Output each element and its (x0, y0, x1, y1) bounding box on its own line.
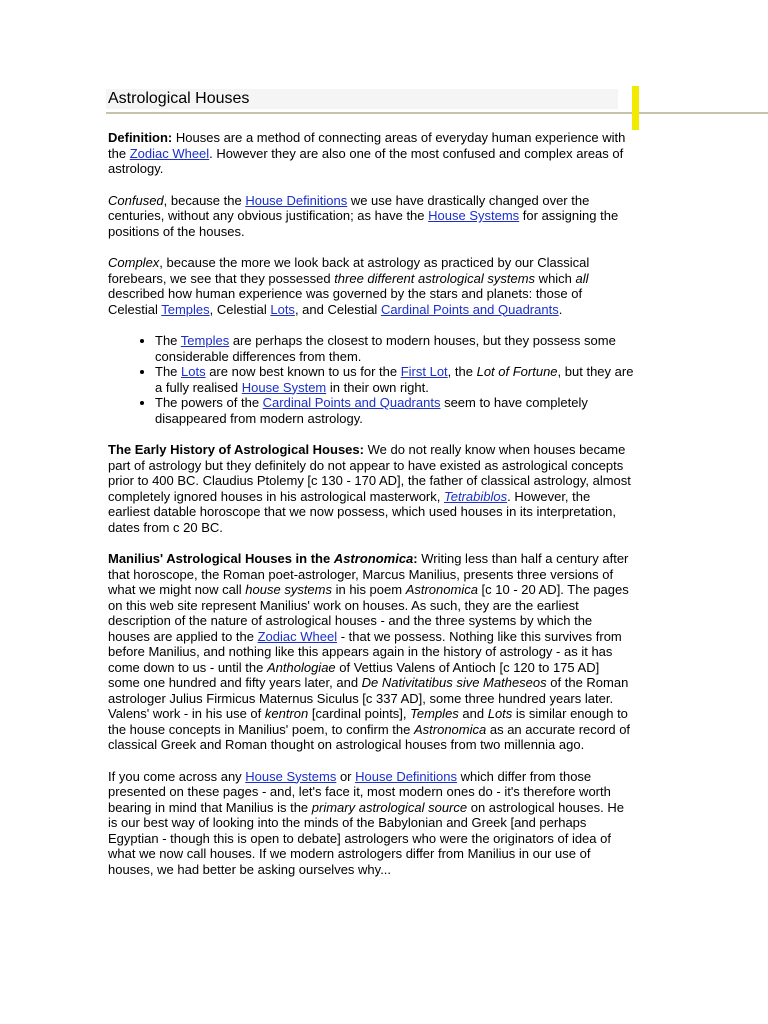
house-systems-link[interactable]: House Systems (245, 768, 337, 784)
text: are perhaps the closest to modern houses, but they possess some considerable differences from them. (155, 333, 616, 364)
house-system-link[interactable]: House System (241, 379, 327, 395)
systems-list (108, 333, 634, 426)
zodiac-wheel-link[interactable]: Zodiac Wheel (129, 145, 210, 161)
text: [c 10 - 20 AD]. The pages on this web site represent Manilius' work on houses. As such, they are the earliest description of the nature of astrological houses - and the three systems by which the houses are applied to the (108, 582, 629, 644)
text: The (155, 364, 182, 379)
text: is similar enough to the house concepts in Manilius' poem, to confirm the (108, 706, 628, 737)
text: . However they are also one of the most confused and complex areas of astrology. (108, 145, 624, 176)
emphasis: Lots (487, 706, 513, 721)
emphasis: primary astrological source (311, 799, 468, 815)
tetrabiblos-link[interactable]: Tetrabiblos (444, 488, 508, 504)
closing-paragraph (108, 769, 634, 878)
text: of Vettius Valens of Antioch [c 120 to 175 AD] some one hundred and fifty years later, and (108, 659, 600, 690)
emphasis: De Nativitatibus sive Matheseos (361, 675, 547, 690)
text: : (413, 551, 418, 566)
text: , the (447, 364, 477, 379)
manilius-heading (108, 551, 418, 566)
list-item (155, 364, 634, 395)
text: . However, the earliest datable horoscope that we now possess, which used houses in its interpretation, dates from c 20 BC. (108, 488, 617, 535)
text: We do not really know when houses became part of astrology but they definitely do not appear to have existed as astrological concepts prior to 400 BC. Claudius Ptolemy [c 130 - 170 AD], the father of classical astrology, almost completely ignored houses in his astrological masterwork, (108, 442, 631, 504)
title-rule (106, 112, 768, 114)
text: , because the more we look back at astrology as practiced by our Classical forebears, we see that they possessed (108, 255, 590, 286)
text: The powers of the (155, 395, 263, 410)
page-title: Astrological Houses (108, 90, 250, 107)
list-item (155, 333, 634, 364)
complex-paragraph (108, 255, 634, 317)
text: Writing less than half a century after that horoscope, the Roman poet-astrologer, Marcus Manilius, presents three versions of what we might now call (108, 551, 629, 597)
text: in his poem (331, 582, 406, 597)
zodiac-wheel-link[interactable]: Zodiac Wheel (257, 628, 338, 644)
emphasis: Astronomica (333, 551, 414, 566)
house-definitions-link[interactable]: House Definitions (245, 192, 348, 208)
text: and (458, 706, 488, 721)
emphasis: all (575, 270, 589, 286)
temples-link[interactable]: Temples (180, 333, 230, 348)
emphasis: Temples (410, 706, 459, 721)
early-history-heading: The Early History of Astrological Houses: (108, 442, 364, 457)
text: are now best known to us for the (205, 364, 401, 379)
text: Manilius' Astrological Houses in the (108, 551, 334, 566)
definition-label: Definition: (108, 130, 173, 145)
lots-link[interactable]: Lots (270, 301, 295, 317)
first-lot-link[interactable]: First Lot (400, 364, 448, 379)
text: The (155, 333, 181, 348)
text: , Celestial (209, 301, 271, 317)
text: - that we possess. Nothing like this survives from before Manilius, and nothing like this appears again in the history of astrology - as it has come down to us - until the (108, 628, 622, 675)
text: [cardinal points], (308, 706, 411, 721)
cardinal-points-link[interactable]: Cardinal Points and Quadrants (262, 395, 441, 410)
emphasis: Complex (108, 255, 160, 270)
emphasis: three different astrological systems (334, 270, 536, 286)
text: , because the (163, 192, 246, 208)
early-history-paragraph (108, 442, 634, 535)
text: If you come across any (108, 768, 246, 784)
text: seem to have completely disappeared from modern astrology. (155, 395, 588, 426)
text: which (535, 270, 576, 286)
lots-link[interactable]: Lots (181, 364, 206, 379)
text: in their own right. (326, 379, 429, 395)
text: described how human experience was governed by the stars and planets: those of Celestial (108, 286, 583, 317)
cardinal-points-link[interactable]: Cardinal Points and Quadrants (380, 301, 559, 317)
text: for assigning the positions of the houses. (108, 208, 619, 239)
definition-paragraph (108, 130, 634, 177)
house-definitions-link[interactable]: House Definitions (355, 768, 458, 784)
text: , and Celestial (294, 301, 381, 317)
text: on astrological houses. He is our best way of looking into the minds of the Babylonian and Greek [and perhaps Egyptian - though this is open to debate] astrologers who were the originators of idea of what we now call houses. If we modern astrologers differ from Manilius in our use of houses, we had better be asking ourselves why... (108, 799, 624, 877)
house-systems-link[interactable]: House Systems (428, 208, 520, 223)
confused-paragraph (108, 193, 634, 240)
emphasis: Lot of Fortune (476, 364, 558, 379)
temples-link[interactable]: Temples (161, 301, 210, 317)
text: which differ from those presented on these pages - and, let's face it, most modern ones do - it's therefore worth bearing in mind that Manilius is the (108, 768, 611, 815)
emphasis: Astronomica (413, 721, 487, 737)
text: we use have drastically changed over the centuries, without any obvious justification; as have the (108, 192, 590, 223)
list-item (155, 395, 634, 426)
emphasis: house systems (245, 582, 332, 597)
highlight-marker (632, 86, 639, 130)
text: Houses are a method of connecting areas of everyday human experience with the (108, 130, 626, 161)
text: or (336, 768, 356, 784)
emphasis: Confused (108, 192, 164, 208)
manilius-paragraph (108, 551, 634, 753)
text: . (558, 301, 563, 317)
article-body (108, 130, 634, 893)
text: as an accurate record of classical Greek and Roman thought on astrological houses from two millennia ago. (108, 721, 631, 752)
text: of the Roman astrologer Julius Firmicus Maternus Siculus [c 337 AD], some three hundred years later. Valens' work - in his use of (108, 675, 629, 721)
text: , but they are a fully realised (155, 364, 634, 395)
emphasis: Anthologiae (266, 659, 336, 675)
emphasis: Astronomica (405, 582, 478, 597)
emphasis: kentron (264, 706, 309, 721)
